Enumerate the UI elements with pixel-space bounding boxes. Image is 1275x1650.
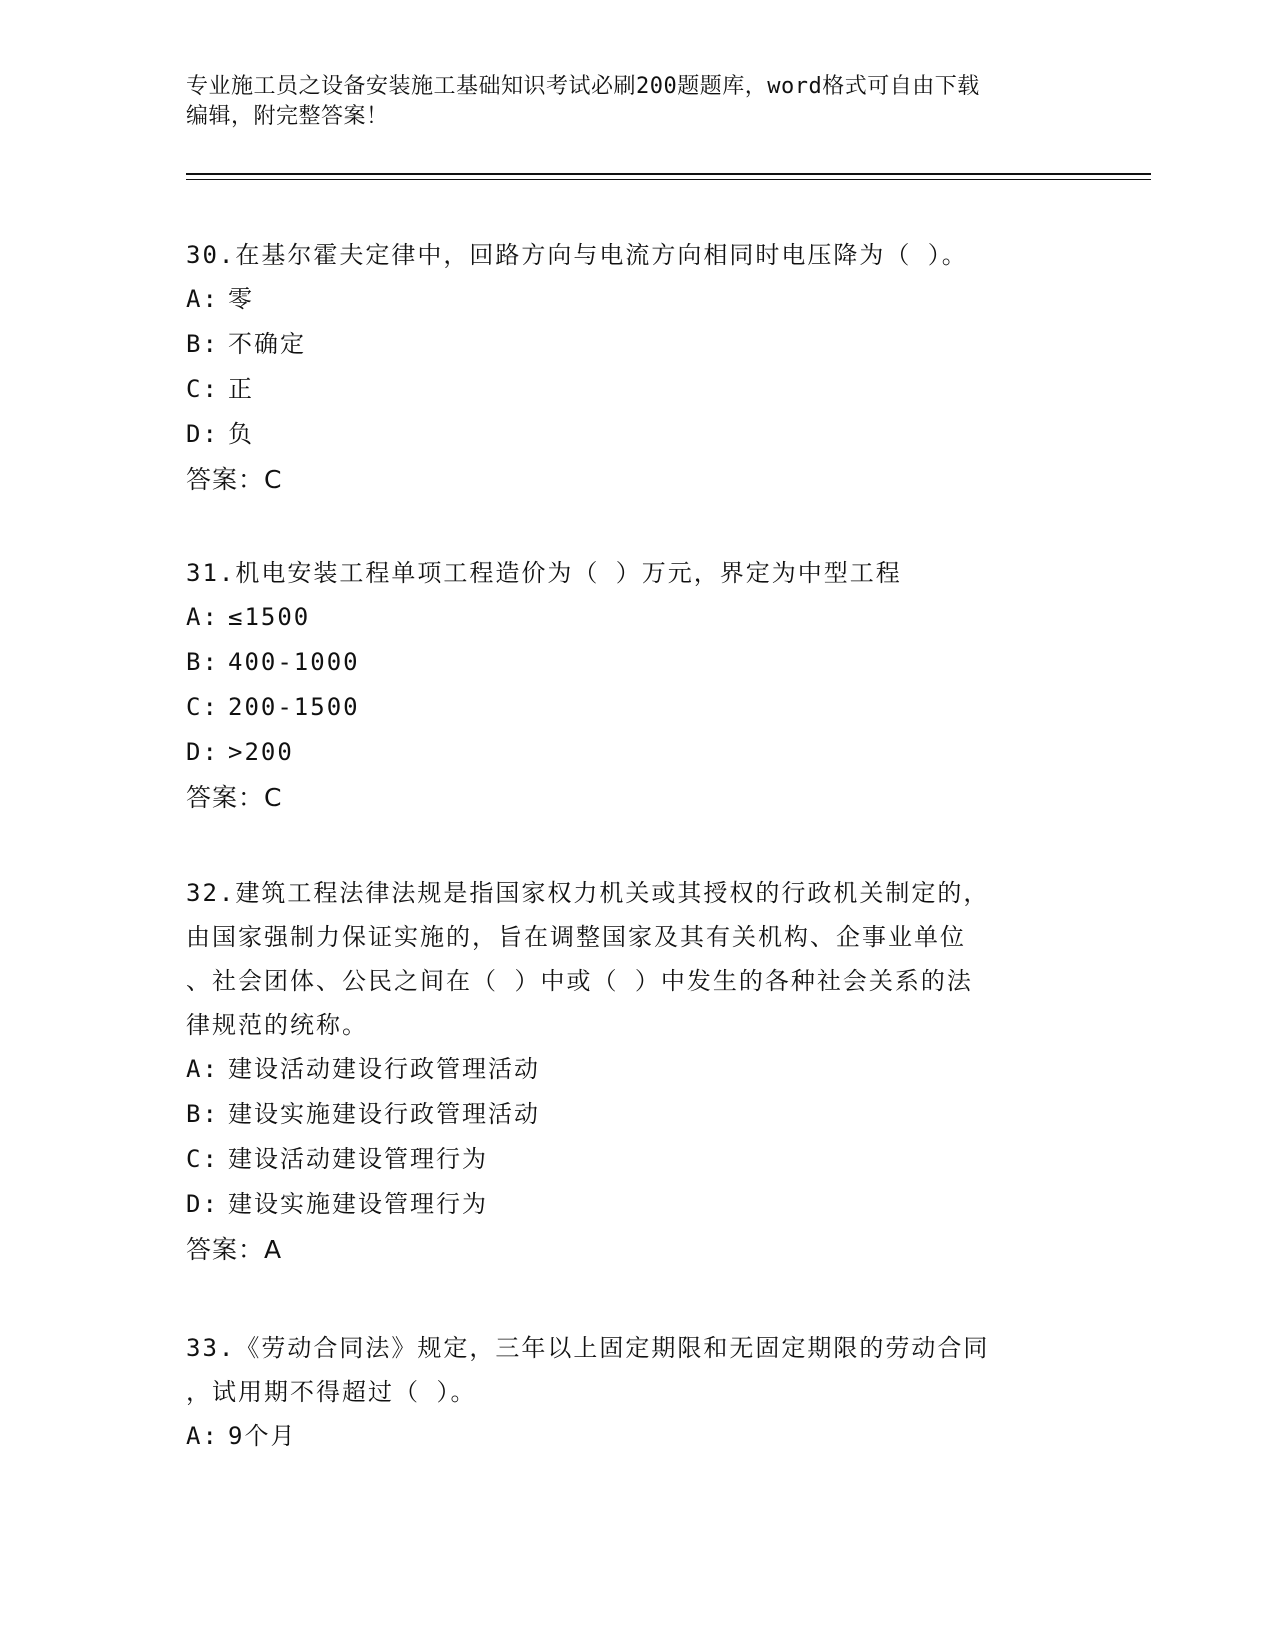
option-letter: B:	[186, 330, 219, 358]
option-text: >200	[228, 738, 294, 766]
option-text: 负	[228, 420, 254, 448]
question-stem-line: 、社会团体、公民之间在（ ）中或（ ）中发生的各种社会关系的法	[186, 967, 973, 995]
option-letter: C:	[186, 693, 219, 721]
answer-line: 答案：A	[186, 1235, 283, 1264]
header-line-1: 专业施工员之设备安装施工基础知识考试必刷200题题库，word格式可自由下载	[186, 74, 980, 99]
option-b	[186, 1092, 1086, 1137]
option-letter: A:	[186, 285, 219, 313]
option-letter: B:	[186, 1100, 219, 1128]
option-letter: C:	[186, 375, 219, 403]
option-c	[186, 1137, 1086, 1182]
option-letter: B:	[186, 648, 219, 676]
header-divider-thin	[186, 179, 1151, 180]
option-text: 200-1500	[228, 693, 360, 721]
option-text: 建设实施建设行政管理活动	[228, 1100, 540, 1128]
option-letter: A:	[186, 1055, 219, 1083]
option-text: ≤1500	[228, 603, 311, 631]
option-c	[186, 685, 1086, 730]
option-c	[186, 367, 1086, 412]
option-text: 建设活动建设行政管理活动	[228, 1055, 540, 1083]
option-letter: C:	[186, 1145, 219, 1173]
question-stem	[186, 1326, 1086, 1414]
option-text: 400-1000	[228, 648, 360, 676]
option-d	[186, 730, 1086, 775]
header-line-2: 编辑，附完整答案！	[186, 104, 389, 129]
option-letter: D:	[186, 1190, 219, 1218]
question-stem-line: 30.在基尔霍夫定律中，回路方向与电流方向相同时电压降为（ ）。	[186, 241, 968, 269]
question-30	[186, 233, 1086, 502]
option-a	[186, 595, 1086, 640]
question-31	[186, 551, 1086, 820]
option-b	[186, 322, 1086, 367]
question-stem	[186, 871, 1086, 1047]
option-a	[186, 1047, 1086, 1092]
question-stem	[186, 551, 1086, 595]
option-text: 建设实施建设管理行为	[228, 1190, 488, 1218]
question-stem-line: 31.机电安装工程单项工程造价为（ ）万元，界定为中型工程	[186, 559, 902, 587]
question-stem-line: ，试用期不得超过（ ）。	[186, 1378, 477, 1406]
option-letter: A:	[186, 603, 219, 631]
answer-line: 答案：C	[186, 465, 283, 494]
option-letter: A:	[186, 1422, 219, 1450]
answer-line: 答案：C	[186, 783, 283, 812]
option-a	[186, 277, 1086, 322]
question-stem-line: 由国家强制力保证实施的，旨在调整国家及其有关机构、企事业单位	[186, 923, 966, 951]
option-text: 不确定	[228, 330, 306, 358]
question-33	[186, 1326, 1086, 1459]
option-a	[186, 1414, 1086, 1459]
option-b	[186, 640, 1086, 685]
option-letter: D:	[186, 420, 219, 448]
question-stem	[186, 233, 1086, 277]
question-stem-line: 33.《劳动合同法》规定，三年以上固定期限和无固定期限的劳动合同	[186, 1334, 990, 1362]
header-divider-thick	[186, 173, 1151, 175]
option-text: 正	[228, 375, 254, 403]
option-text: 零	[228, 285, 254, 313]
option-text: 9个月	[228, 1422, 297, 1450]
question-stem-line: 律规范的统称。	[186, 1011, 368, 1039]
question-stem-line: 32.建筑工程法律法规是指国家权力机关或其授权的行政机关制定的，	[186, 879, 990, 907]
option-letter: D:	[186, 738, 219, 766]
option-d	[186, 1182, 1086, 1227]
option-d	[186, 412, 1086, 457]
question-32	[186, 871, 1086, 1272]
document-header	[186, 72, 1086, 132]
option-text: 建设活动建设管理行为	[228, 1145, 488, 1173]
